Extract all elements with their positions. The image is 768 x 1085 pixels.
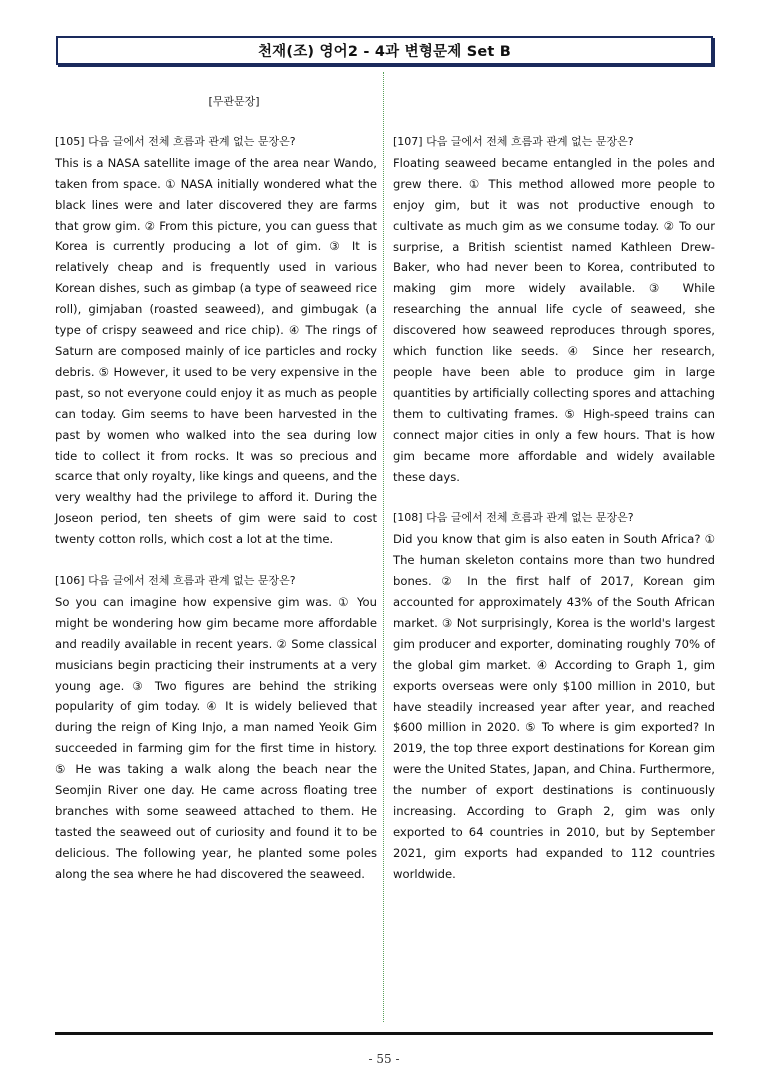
page-number: - 55 - [368, 1052, 400, 1066]
column-divider [383, 72, 384, 1022]
question-passage: Floating seaweed became entangled in the poles and grew there. ① This method allowed more people to enjoy gim, but it was not productive enough to cultivate as much gim as we consume today. ② To our surprise, a British scientist named Kathleen Drew-Baker, who had never been to Korea, contributed to making gim more widely available. ③ While researching the annual life cycle of seaweed, she discovered how seaweed reproduces through spores, which function like seeds. ④ Since her research, people have been able to produce gim in large quantities by artificially collecting spores and attaching them to cultivating frames. ⑤ High-speed trains can connect major cities in only a few hours. That is how gim became more affordable and widely available these days. [393, 155, 715, 484]
question-106 [55, 571, 377, 885]
page-title-text: 천재(조) 영어2 - 4과 변형문제 Set B [257, 44, 512, 60]
question-heading: [108] 다음 글에서 전체 흐름과 관계 없는 문장은? [393, 511, 634, 525]
question-105 [55, 132, 377, 550]
spacer [55, 550, 377, 571]
footer-rule [55, 1032, 713, 1035]
page-title [56, 36, 713, 65]
right-column [393, 132, 715, 885]
spacer [393, 487, 715, 508]
question-108 [393, 508, 715, 884]
left-column [55, 92, 377, 885]
question-heading: [106] 다음 글에서 전체 흐름과 관계 없는 문장은? [55, 574, 296, 588]
question-heading: [105] 다음 글에서 전체 흐름과 관계 없는 문장은? [55, 134, 296, 148]
section-label: [무관문장] [208, 95, 260, 108]
question-passage: So you can imagine how expensive gim was. ① You might be wondering how gim became more affordable and readily available in recent years. ② Some classical musicians begin practicing their instruments at a very young age. ③ Two figures are behind the striking popularity of gim today. ④ It is widely believed that during the reign of King Injo, a man named Yeoik Gim succeeded in farming gim for the first time in history. ⑤ He was taking a walk along the beach near the Seomjin River one day. He came across floating tree branches with some seaweed attached to them. He tasted the seaweed out of curiosity and found it to be delicious. The following year, he planted some poles along the sea where he had discovered the seaweed. [55, 594, 377, 881]
question-heading: [107] 다음 글에서 전체 흐름과 관계 없는 문장은? [393, 135, 634, 148]
question-107 [393, 132, 715, 487]
question-passage: Did you know that gim is also eaten in South Africa? ① The human skeleton contains more than two hundred bones. ② In the first half of 2017, Korean gim accounted for approximately 43% of the South African market. ③ Not surprisingly, Korea is the world's largest gim producer and exporter, dominating roughly 70% of the global gim market. ④ According to Graph 1, gim exports overseas were only $100 million in 2010, but have steadily increased year after year, and reached $600 million in 2020. ⑤ To where is gim exported? In 2019, the top three export destinations for Korean gim were the United States, Japan, and China. Furthermore, the number of export destinations is continuously increasing. According to Graph 2, gim was only exported to 64 countries in 2010, but by September 2021, gim exports had expanded to 112 countries worldwide. [393, 532, 715, 881]
question-passage: This is a NASA satellite image of the area near Wando, taken from space. ① NASA initially wondered what the black lines were and later discovered they are farms that grow gim. ② From this picture, you can guess that Korea is currently producing a lot of gim. ③ It is relatively cheap and is frequently used in various Korean dishes, such as gimbap (a type of seaweed rice roll), gimjaban (roasted seaweed), and gimbugak (a type of crispy seaweed and rice chip). ④ The rings of Saturn are composed mainly of ice particles and rocky debris. ⑤ However, it used to be very expensive in the past, so not everyone could enjoy it as much as people can today. Gim seems to have been harvested in the past by women who walked into the sea during low tide to collect it from rocks. It was so precious and scarce that only royalty, like kings and queens, and the very wealthy had the privilege to afford it. During the Joseon period, ten sheets of gim were said to cost twenty cotton rolls, which cost a lot at the time. [55, 155, 377, 547]
